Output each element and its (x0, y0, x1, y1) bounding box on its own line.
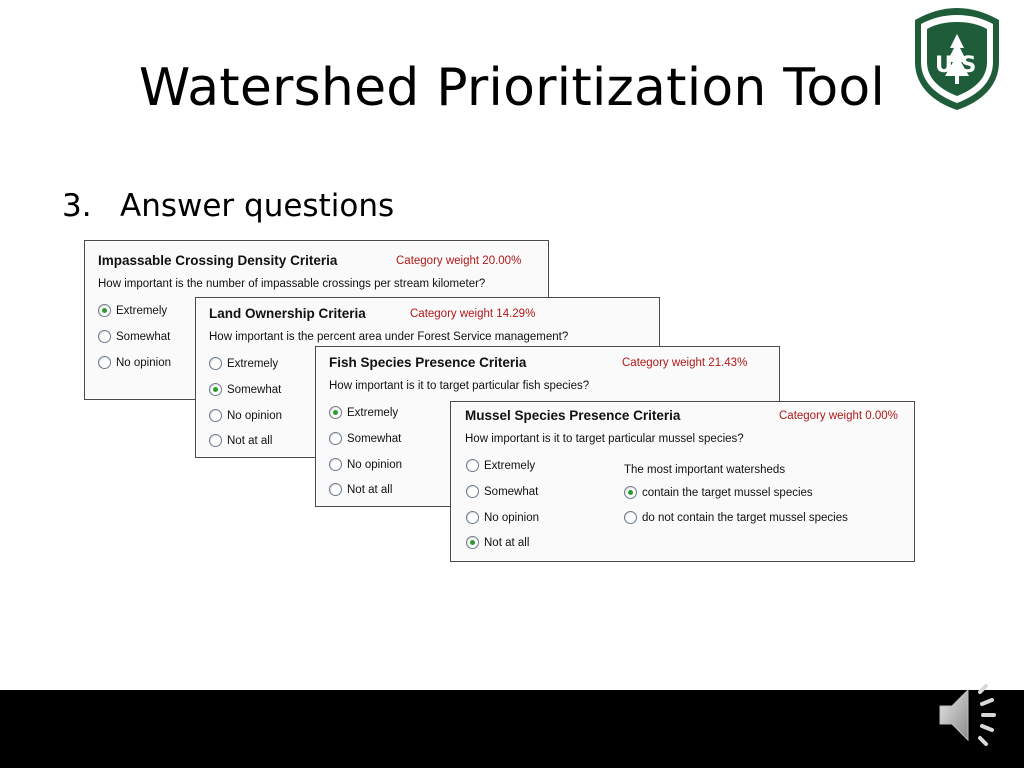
radio-button-icon[interactable] (98, 304, 111, 317)
panel-title: Land Ownership Criteria (209, 306, 366, 321)
option-label: Not at all (227, 434, 273, 447)
speaker-icon[interactable] (936, 680, 1006, 750)
radio-button-icon[interactable] (466, 459, 479, 472)
direction-subheading: The most important watersheds (624, 464, 786, 476)
category-weight: Category weight 21.43% (622, 357, 748, 369)
step-heading (62, 188, 394, 224)
panel-question: How important is it to target particular fish species? (329, 380, 590, 392)
radio-option-no-opinion[interactable] (329, 458, 402, 471)
option-label: Somewhat (484, 485, 539, 498)
forest-service-shield-logo (909, 6, 1005, 112)
radio-option-not-contain-species[interactable] (624, 511, 848, 524)
bottom-bar (0, 690, 1024, 768)
radio-option-not-at-all[interactable] (466, 536, 529, 549)
radio-button-icon[interactable] (329, 483, 342, 496)
option-label: Not at all (484, 536, 530, 549)
radio-button-icon[interactable] (466, 485, 479, 498)
option-label: No opinion (484, 511, 539, 524)
radio-button-icon[interactable] (209, 383, 222, 396)
radio-option-extremely[interactable] (209, 357, 278, 370)
option-label: Extremely (227, 357, 279, 370)
radio-button-icon[interactable] (209, 434, 222, 447)
category-weight: Category weight 0.00% (779, 410, 898, 422)
radio-option-somewhat[interactable] (209, 383, 281, 396)
criteria-panel-mussel-species (450, 401, 915, 562)
radio-button-icon[interactable] (98, 356, 111, 369)
category-weight: Category weight 14.29% (410, 308, 536, 320)
logo-letter-u: U S (935, 53, 977, 78)
panel-question: How important is it to target particular mussel species? (465, 433, 744, 445)
option-label: Somewhat (227, 383, 282, 396)
option-label: Extremely (347, 406, 399, 419)
radio-option-extremely[interactable] (329, 406, 398, 419)
radio-button-icon[interactable] (466, 536, 479, 549)
step-number: 3. (62, 188, 92, 224)
option-label: No opinion (116, 356, 171, 369)
radio-option-no-opinion[interactable] (209, 409, 282, 422)
option-label: Not at all (347, 483, 393, 496)
radio-button-icon[interactable] (624, 486, 637, 499)
option-label: No opinion (347, 458, 402, 471)
category-weight: Category weight 20.00% (396, 255, 522, 267)
radio-option-extremely[interactable] (98, 304, 167, 317)
radio-option-not-at-all[interactable] (209, 434, 272, 447)
panel-title: Impassable Crossing Density Criteria (98, 253, 338, 268)
radio-button-icon[interactable] (329, 406, 342, 419)
panel-question: How important is the number of impassable crossings per stream kilometer? (98, 278, 486, 290)
radio-button-icon[interactable] (209, 409, 222, 422)
option-label: contain the target mussel species (642, 486, 813, 499)
slide-title: Watershed Prioritization Tool (138, 58, 886, 118)
option-label: No opinion (227, 409, 282, 422)
radio-button-icon[interactable] (329, 432, 342, 445)
option-label: Somewhat (347, 432, 402, 445)
radio-option-contain-species[interactable] (624, 486, 813, 499)
option-label: Extremely (484, 459, 536, 472)
radio-button-icon[interactable] (466, 511, 479, 524)
radio-button-icon[interactable] (624, 511, 637, 524)
panel-title: Mussel Species Presence Criteria (465, 408, 681, 423)
radio-button-icon[interactable] (209, 357, 222, 370)
step-text: Answer questions (120, 188, 395, 224)
radio-option-no-opinion[interactable] (466, 511, 539, 524)
radio-option-somewhat[interactable] (98, 330, 170, 343)
radio-option-no-opinion[interactable] (98, 356, 171, 369)
option-label: Somewhat (116, 330, 171, 343)
radio-option-extremely[interactable] (466, 459, 535, 472)
panel-title: Fish Species Presence Criteria (329, 355, 527, 370)
radio-option-somewhat[interactable] (329, 432, 401, 445)
radio-option-not-at-all[interactable] (329, 483, 392, 496)
option-label: Extremely (116, 304, 168, 317)
option-label: do not contain the target mussel species (642, 511, 848, 524)
radio-button-icon[interactable] (329, 458, 342, 471)
radio-option-somewhat[interactable] (466, 485, 538, 498)
radio-button-icon[interactable] (98, 330, 111, 343)
panel-question: How important is the percent area under Forest Service management? (209, 331, 569, 343)
